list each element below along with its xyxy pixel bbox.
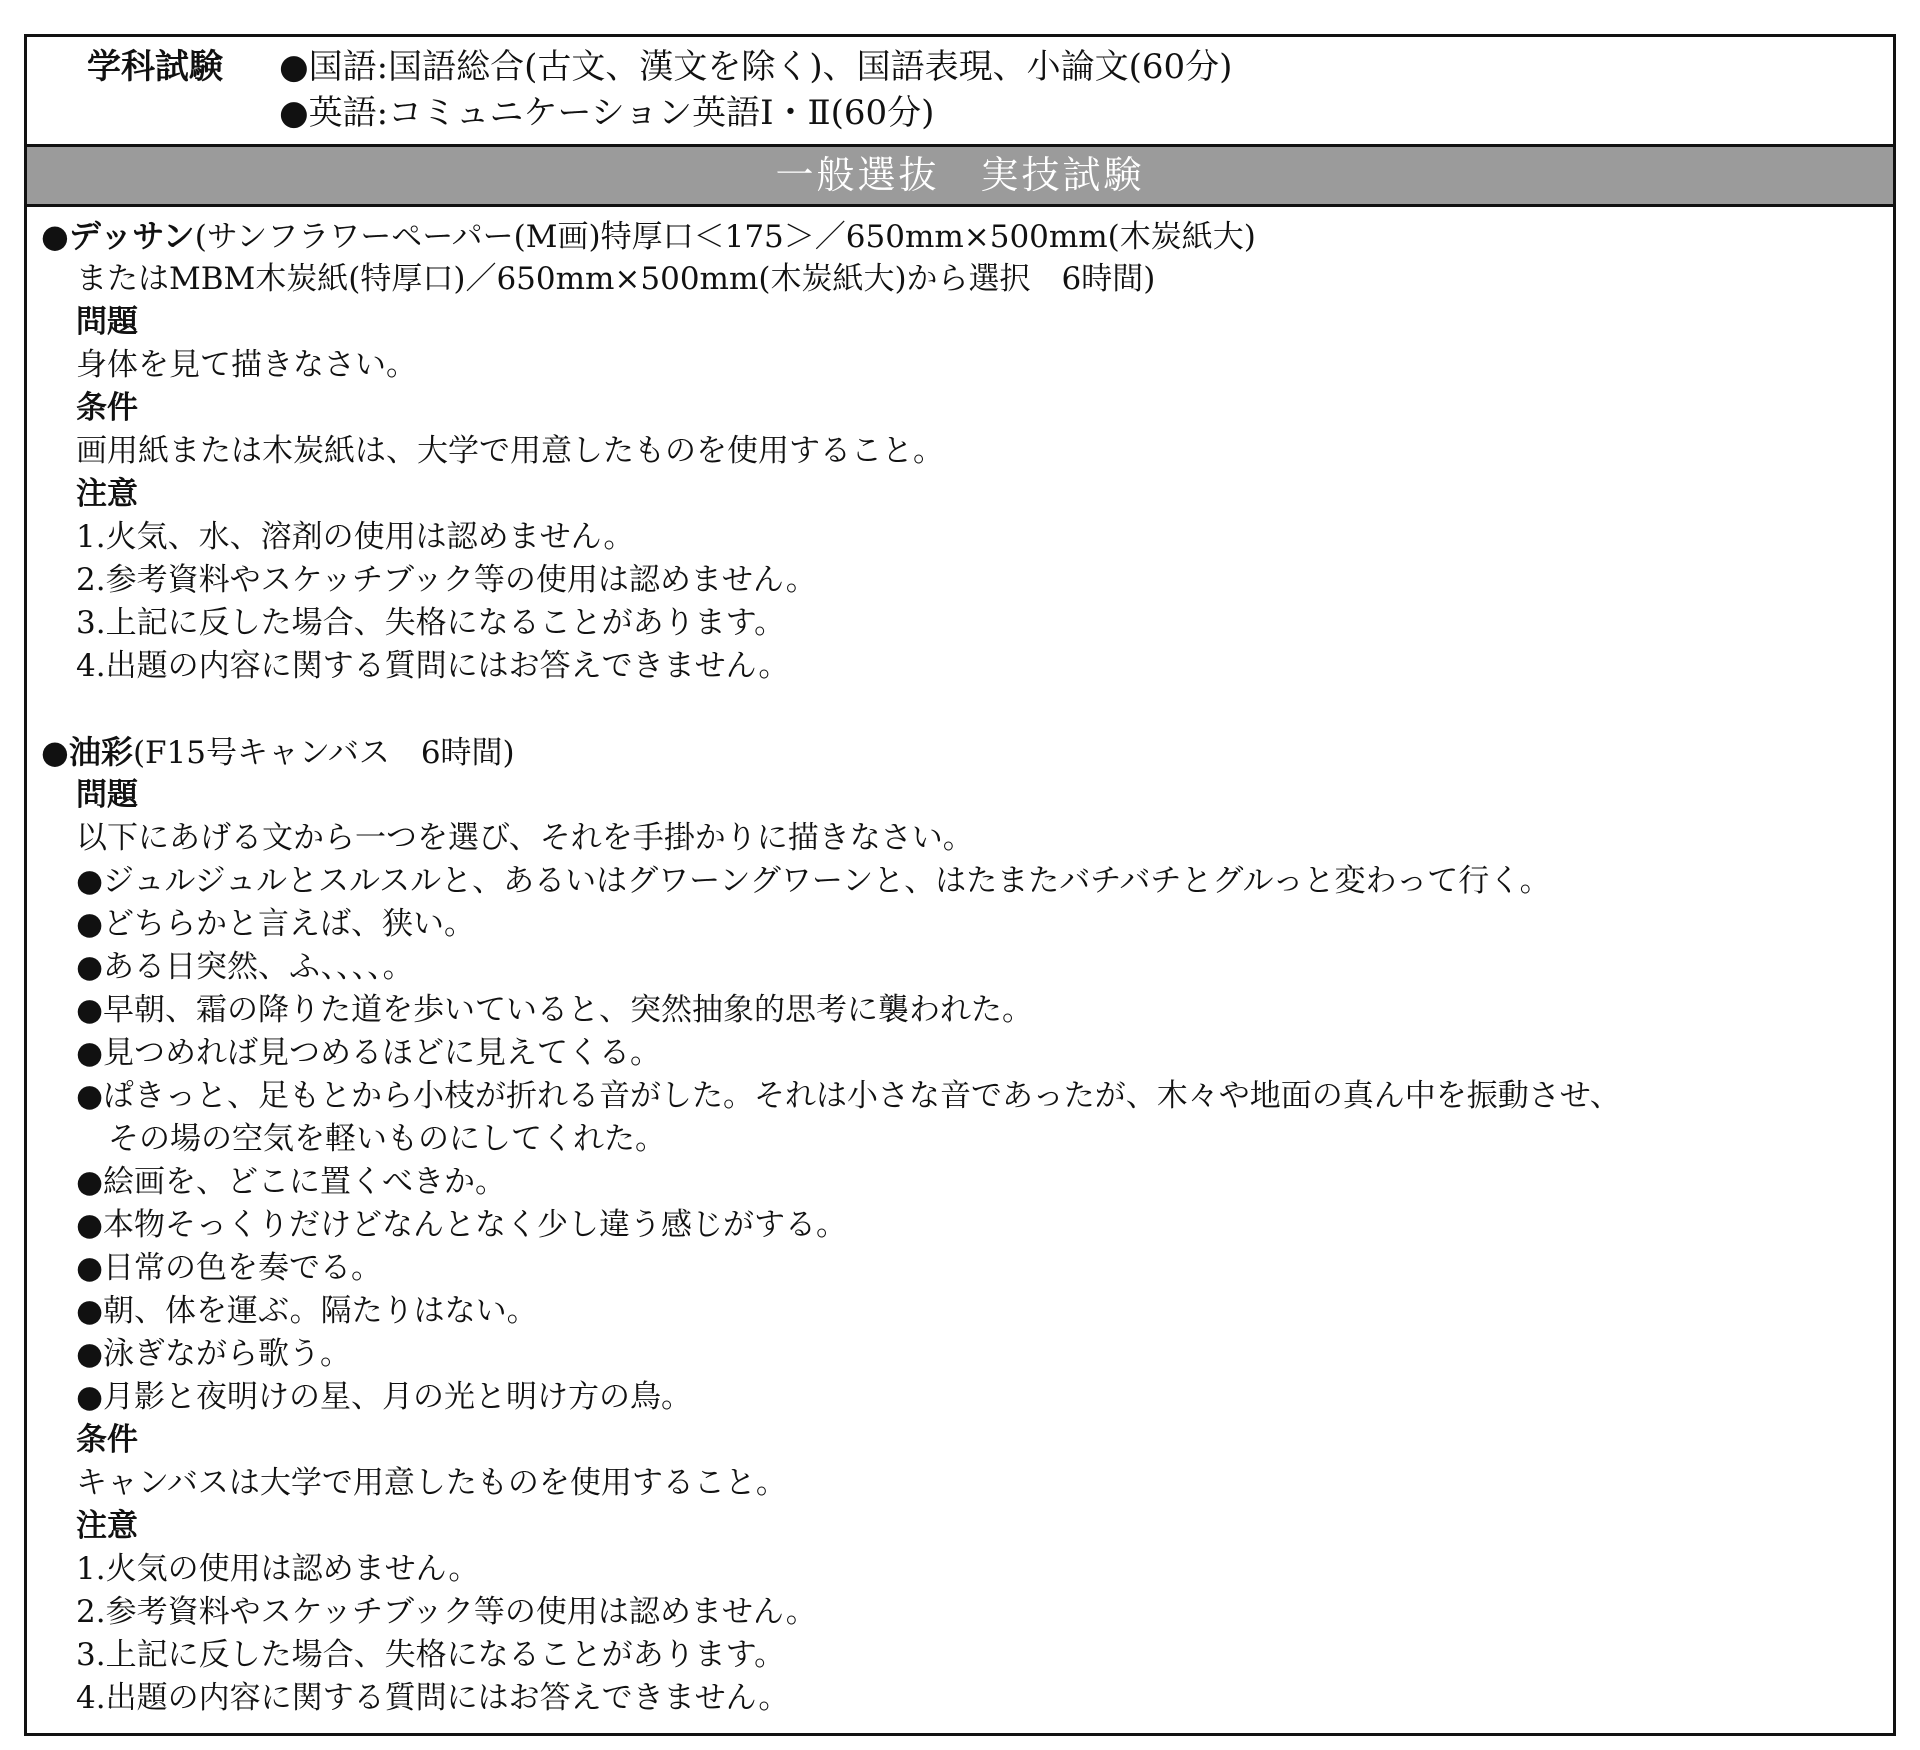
oil-prompt-item: ●月影と夜明けの星、月の光と明け方の鳥。 (76, 1379, 693, 1415)
oil-prompt-item: ●ジュルジュルとスルスルと、あるいはグワーングワーンと、はたまたバチバチとグルっと変わって行く。 (76, 863, 1551, 899)
oil-note-item: 2.参考資料やスケッチブック等の使用は認めません。 (76, 1594, 817, 1630)
dessin-note-item: 2.参考資料やスケッチブック等の使用は認めません。 (76, 562, 817, 598)
oil-prompt-item: ●どちらかと言えば、狭い。 (76, 906, 476, 942)
oil-condition-label: 条件 (76, 1422, 138, 1458)
dessin-condition-label: 条件 (76, 390, 138, 426)
dessin-note-item: 1.火気、水、溶剤の使用は認めません。 (76, 519, 635, 555)
oil-problem-label: 問題 (76, 777, 138, 813)
exam-info-table (24, 34, 1896, 1736)
dessin-note-item: 4.出題の内容に関する質問にはお答えできません。 (76, 648, 790, 684)
oil-prompt-item: ●ある日突然、ふ、、、、。 (76, 949, 414, 985)
oil-prompt-item: ●ぱきっと、足もとから小枝が折れる音がした。それは小さな音であったが、木々や地面の真ん中を振動させ、 (76, 1078, 1621, 1114)
dessin-notes-label: 注意 (76, 476, 138, 512)
oil-prompt-item: ●泳ぎながら歌う。 (76, 1336, 352, 1372)
oil-heading: ●油彩 (41, 733, 133, 771)
oil-prompt-continuation: その場の空気を軽いものにしてくれた。 (108, 1121, 666, 1157)
oil-heading-row (41, 731, 1893, 774)
oil-note-item: 1.火気の使用は認めません。 (76, 1551, 480, 1587)
oil-condition-text: キャンバスは大学で用意したものを使用すること。 (76, 1465, 787, 1501)
japanese-subject-line: ●国語:国語総合(古文、漢文を除く)、国語表現、小論文(60分) (279, 47, 1233, 87)
dessin-note-item: 3.上記に反した場合、失格になることがあります。 (76, 605, 786, 641)
oil-prompt-item: ●早朝、霜の降りた道を歩いていると、突然抽象的思考に襲われた。 (76, 992, 1034, 1028)
dessin-heading: ●デッサン (41, 217, 195, 255)
oil-spec: (F15号キャンバス 6時間) (132, 735, 515, 771)
oil-prompt-item: ●見つめれば見つめるほどに見えてくる。 (76, 1035, 662, 1071)
dessin-spec-2: またはMBM木炭紙(特厚口)／650mm×500mm(木炭紙大)から選択 6時間) (76, 261, 1156, 297)
oil-prompt-item: ●朝、体を運ぶ。隔たりはない。 (76, 1293, 538, 1329)
oil-prompt-item: ●本物そっくりだけどなんとなく少し違う感じがする。 (76, 1207, 848, 1243)
oil-prompt-item: ●日常の色を奏でる。 (76, 1250, 383, 1286)
practical-exam-header: 一般選抜 実技試験 (27, 147, 1893, 207)
oil-problem-text: 以下にあげる文から一つを選び、それを手掛かりに描きなさい。 (76, 820, 974, 856)
oil-note-item: 3.上記に反した場合、失格になることがあります。 (76, 1637, 786, 1673)
oil-prompt-item: ●絵画を、どこに置くべきか。 (76, 1164, 507, 1200)
dessin-condition-text: 画用紙または木炭紙は、大学で用意したものを使用すること。 (76, 433, 944, 469)
subject-exam-label: 学科試験 (87, 47, 223, 87)
subject-exam-section (27, 37, 1893, 147)
oil-note-item: 4.出題の内容に関する質問にはお答えできません。 (76, 1680, 790, 1716)
section-spacer (41, 688, 1893, 731)
dessin-spec-1: (サンフラワーペーパー(M画)特厚口＜175＞／650mm×500mm(木炭紙大) (194, 219, 1256, 255)
dessin-problem-label: 問題 (76, 304, 138, 340)
english-subject-line: ●英語:コミュニケーション英語Ⅰ・Ⅱ(60分) (279, 93, 935, 133)
dessin-problem-text: 身体を見て描きなさい。 (76, 347, 417, 383)
dessin-heading-row (41, 215, 1893, 258)
practical-exam-content (27, 207, 1893, 1720)
oil-notes-label: 注意 (76, 1508, 138, 1544)
